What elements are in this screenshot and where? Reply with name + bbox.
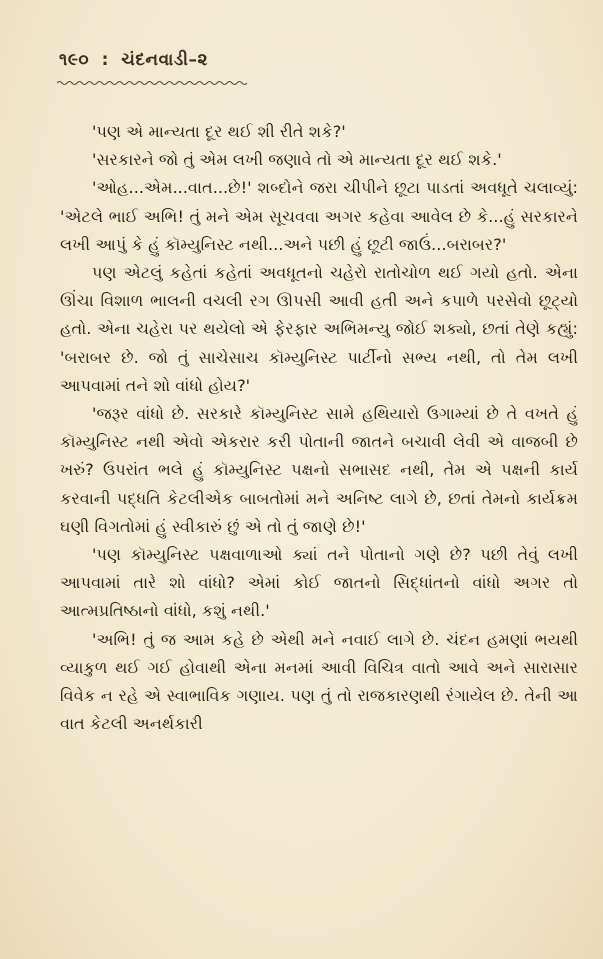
paragraph: પણ એટલું કહેતાં કહેતાં અવધૂતનો ચહેરો રાતોચોળ થઈ ગયો હતો. એના ઊંચા વિશાળ ભાલની વચલી રગ ઊપસી આવી હતી અને કપાળે પરસેવો છૂટ્યો હતો. એના ચહેરા પર થયેલો એ ફેરફાર અભિમન્યુ જોઈ શક્યો, છતાં તેણે કહ્યું: 'બરાબર છે. જો તું સાચેસાચ કૉમ્યુનિસ્ટ પાર્ટીનો સભ્ય નથી, તો તેમ લખી આપવામાં તને શો વાંધો હોય?' <box>60 263 578 395</box>
running-header <box>59 50 208 70</box>
header-separator: : <box>101 50 109 70</box>
paragraph: 'પણ કૉમ્યુનિસ્ટ પક્ષવાળાઓ ક્યાં તને પોતાનો ગણે છે? પછી તેવું લખી આપવામાં તારે શો વાંધો? એમાં કોઈ જાતનો સિદ્ધાંતનો વાંધો અગર તો આત્મપ્રતિષ્ઠાનો વાંધો, કશું નથી.' <box>60 545 578 621</box>
header-wavy-rule <box>57 80 247 86</box>
paragraph: 'પણ એ માન્યતા દૂર થઈ શી રીતે શકે?' <box>92 122 346 141</box>
paragraph: 'ઓહ...એમ...વાત...છે!' શબ્દોને જરા ચીપીને છૂટા પાડતાં અવધૂતે ચલાવ્યું: 'એટલે ભાઈ અભિ! તું મને એમ સૂચવવા અગર કહેવા આવેલ છે કે...હું સરકારને લખી આપું કે હું કૉમ્યુનિસ્ટ નથી...અને પછી હું છૂટી જાઉં...બરાબર?' <box>60 178 578 254</box>
paragraph: 'સરકારને જો તું એમ લખી જણાવે તો એ માન્યતા દૂર થઈ શકે.' <box>92 150 502 170</box>
paragraph: 'જરૂર વાંધો છે. સરકારે કૉમ્યુનિસ્ટ સામે હથિયારો ઉગામ્યાં છે તે વખતે હું કૉમ્યુનિસ્ટ નથી એવો એકરાર કરી પોતાની જાતને બચાવી લેવી એ વાજબી છે ખરું? ઉપરાંત ભલે હું કૉમ્યુનિસ્ટ પક્ષનો સભાસદ નથી, તેમ એ પક્ષની કાર્ય કરવાની પદ્ધતિ કેટલીએક બાબતોમાં મને અનિષ્ટ લાગે છે, છતાં તેમનો કાર્યક્રમ ઘણી વિગતોમાં હું સ્વીકારું છું એ તો તું જાણે છે!' <box>60 404 578 536</box>
body-text <box>60 118 578 738</box>
page-number: ૧૯૦ <box>59 50 90 70</box>
paragraph: 'અભિ! તું જ આમ કહે છે એથી મને નવાઈ લાગે છે. ચંદન હમણાં ભયથી વ્યાકુળ થઈ ગઈ હોવાથી એના મનમાં આવી વિચિત્ર વાતો આવે અને સારાસાર વિવેક ન રહે એ સ્વાભાવિક ગણાય. પણ તું તો રાજકારણથી રંગાયેલ છે. તેની આ વાત કેટલી અનર્થકારી <box>60 629 578 734</box>
book-title: ચંદનવાડી–૨ <box>121 50 208 70</box>
